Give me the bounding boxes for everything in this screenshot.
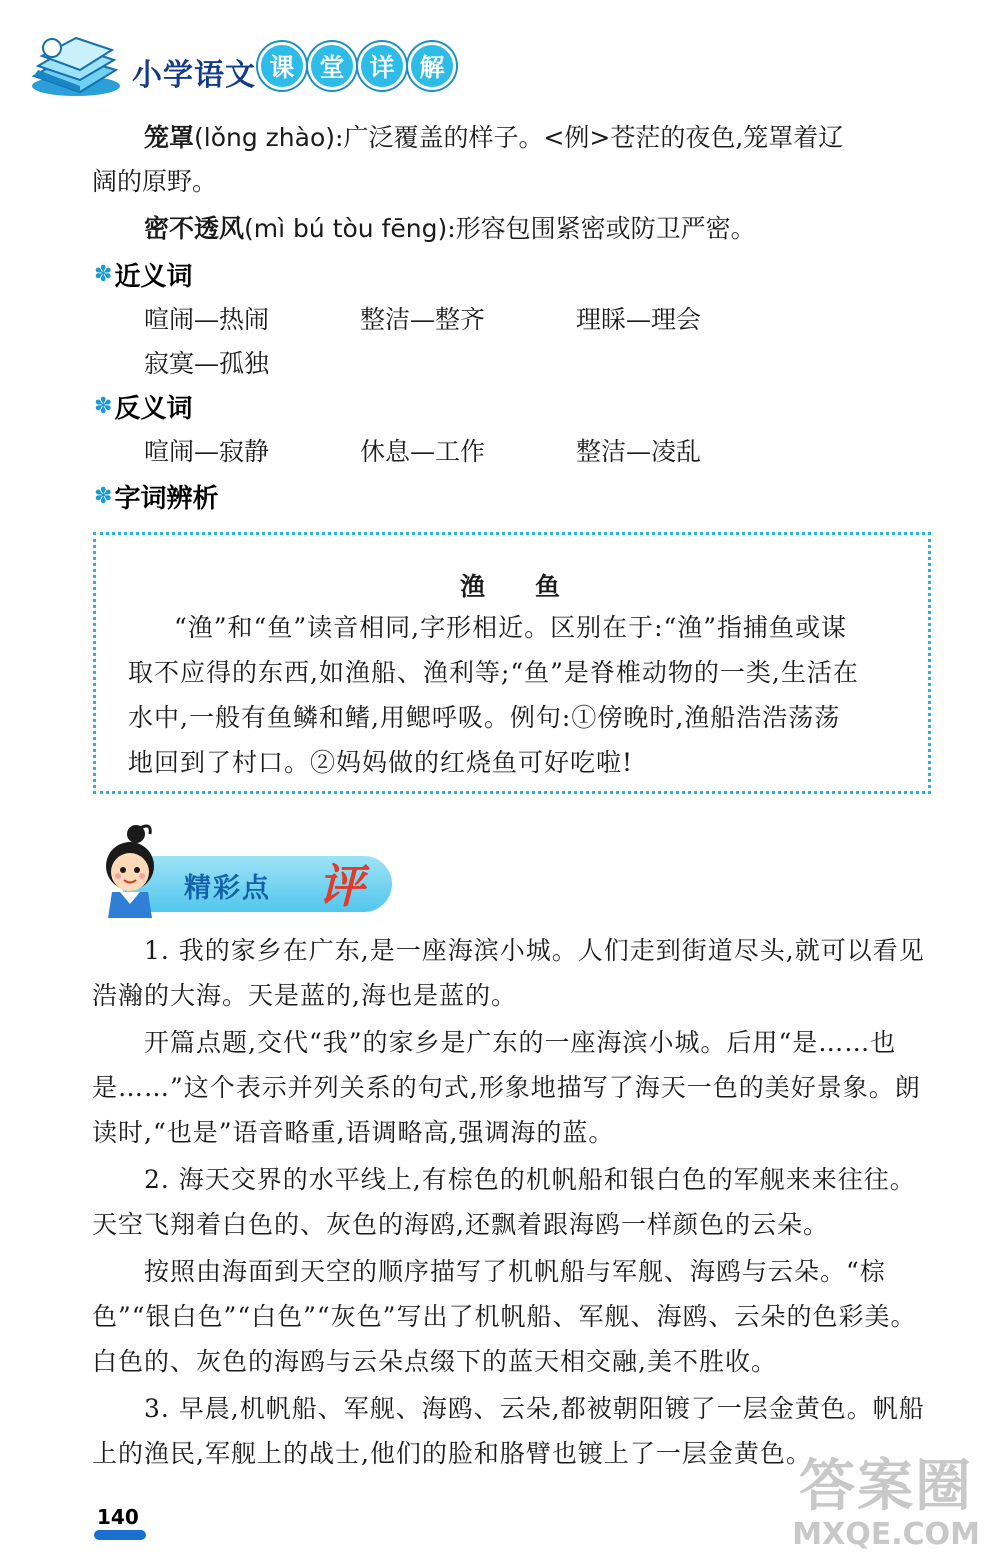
watermark-url: MXQE.COM [792, 1517, 980, 1552]
review-paragraph: 按照由海面到天空的顺序描写了机帆船与军舰、海鸥与云朵。“棕色”“银白色”“白色”“灰色”写出了机帆船、军舰、海鸥、云朵的色彩美。白色的、灰色的海鸥与云朵点缀下的蓝天相交融,美不胜收。 [92, 1257, 917, 1376]
definition-text: :广泛覆盖的样子。<例>苍茫的夜色,笼罩着辽 [335, 123, 844, 152]
banner-label: 精彩点 [184, 873, 271, 904]
analysis-box-title [96, 567, 928, 603]
synonyms-heading-label: 近义词 [114, 262, 193, 292]
box-title-char-a: 渔 [459, 572, 489, 601]
analysis-line: 取不应得的东西,如渔船、渔利等;“鱼”是脊椎动物的一类,生活在 [128, 658, 859, 687]
definition-longzhao-cont: 阔的原野。 [92, 167, 218, 196]
page-header [28, 30, 448, 100]
definition-term: 笼罩 [144, 123, 195, 152]
badge-ke: 课 [258, 42, 306, 90]
word-pair: 休息—工作 [360, 437, 486, 466]
analysis-heading [94, 478, 218, 515]
antonyms-row-1 [144, 432, 792, 468]
analysis-box-body [96, 605, 932, 785]
definition-mibutoufeng [144, 207, 756, 251]
review-paragraph: 开篇点题,交代“我”的家乡是广东的一座海滨小城。后用“是……也是……”这个表示并列关系的句式,形象地描写了海天一色的美好景象。朗读时,“也是”语音略重,语调略高,强调海的蓝。 [92, 1028, 921, 1147]
analysis-box [93, 532, 931, 794]
synonyms-row-2 [144, 344, 360, 380]
word-pair: 喧闹—热闹 [144, 305, 270, 334]
definition-text: :形容包围紧密或防卫严密。 [447, 214, 756, 243]
badge-jie: 解 [408, 42, 456, 90]
definition-pinyin: (mì bú tòu fēng) [244, 214, 448, 243]
review-paragraph: 2. 海天交界的水平线上,有棕色的机帆船和银白色的军舰来来往往。天空飞翔着白色的、灰色的海鸥,还飘着跟海鸥一样颜色的云朵。 [92, 1165, 916, 1239]
page-number-bar [94, 1530, 146, 1540]
synonyms-row-1 [144, 300, 792, 336]
review-paragraph: 3. 早晨,机帆船、军舰、海鸥、云朵,都被朝阳镀了一层金黄色。帆船上的渔民,军舰上的战士,他们的脸和胳臂也镀上了一层金黄色。 [92, 1394, 925, 1468]
analysis-heading-label: 字词辨析 [114, 484, 219, 514]
synonyms-heading [94, 256, 192, 293]
review-paragraph: 1. 我的家乡在广东,是一座海滨小城。人们走到街道尽头,就可以看见浩瀚的大海。天是蓝的,海也是蓝的。 [92, 936, 925, 1010]
flower-bullet-icon: ✽ [94, 394, 113, 419]
word-pair: 理睬—理会 [576, 305, 702, 334]
antonyms-heading-label: 反义词 [114, 394, 193, 424]
watermark [792, 1454, 980, 1552]
box-title-char-b: 鱼 [535, 572, 565, 601]
books-logo-icon [28, 30, 123, 100]
word-pair: 寂寞—孤独 [144, 349, 270, 378]
review-paragraphs [92, 928, 930, 1476]
banner-big-char: 评 [318, 859, 364, 913]
flower-bullet-icon: ✽ [94, 262, 113, 287]
series-title: 小学语文 [132, 58, 256, 93]
badge-tang: 堂 [308, 42, 356, 90]
definition-longzhao [144, 116, 843, 160]
definition-term: 密不透风 [144, 214, 245, 243]
badge-xiang: 详 [358, 42, 406, 90]
cartoon-girl-icon [92, 820, 172, 920]
page-number: 140 [97, 1505, 139, 1529]
analysis-line: 地回到了村口。②妈妈做的红烧鱼可好吃啦! [128, 748, 634, 777]
flower-bullet-icon: ✽ [94, 484, 113, 509]
word-pair: 整洁—凌乱 [576, 437, 702, 466]
word-pair: 整洁—整齐 [360, 305, 486, 334]
analysis-line: 水中,一般有鱼鳞和鳍,用鳃呼吸。例句:①傍晚时,渔船浩浩荡荡 [128, 703, 841, 732]
analysis-line: “渔”和“鱼”读音相同,字形相近。区别在于:“渔”指捕鱼或谋 [174, 613, 848, 642]
word-pair: 喧闹—寂静 [144, 437, 270, 466]
review-banner [92, 820, 392, 920]
header-badges [258, 42, 456, 90]
antonyms-heading [94, 388, 192, 425]
watermark-logo: 答案圈 [799, 1454, 974, 1519]
definition-pinyin: (lǒng zhào) [194, 123, 336, 152]
